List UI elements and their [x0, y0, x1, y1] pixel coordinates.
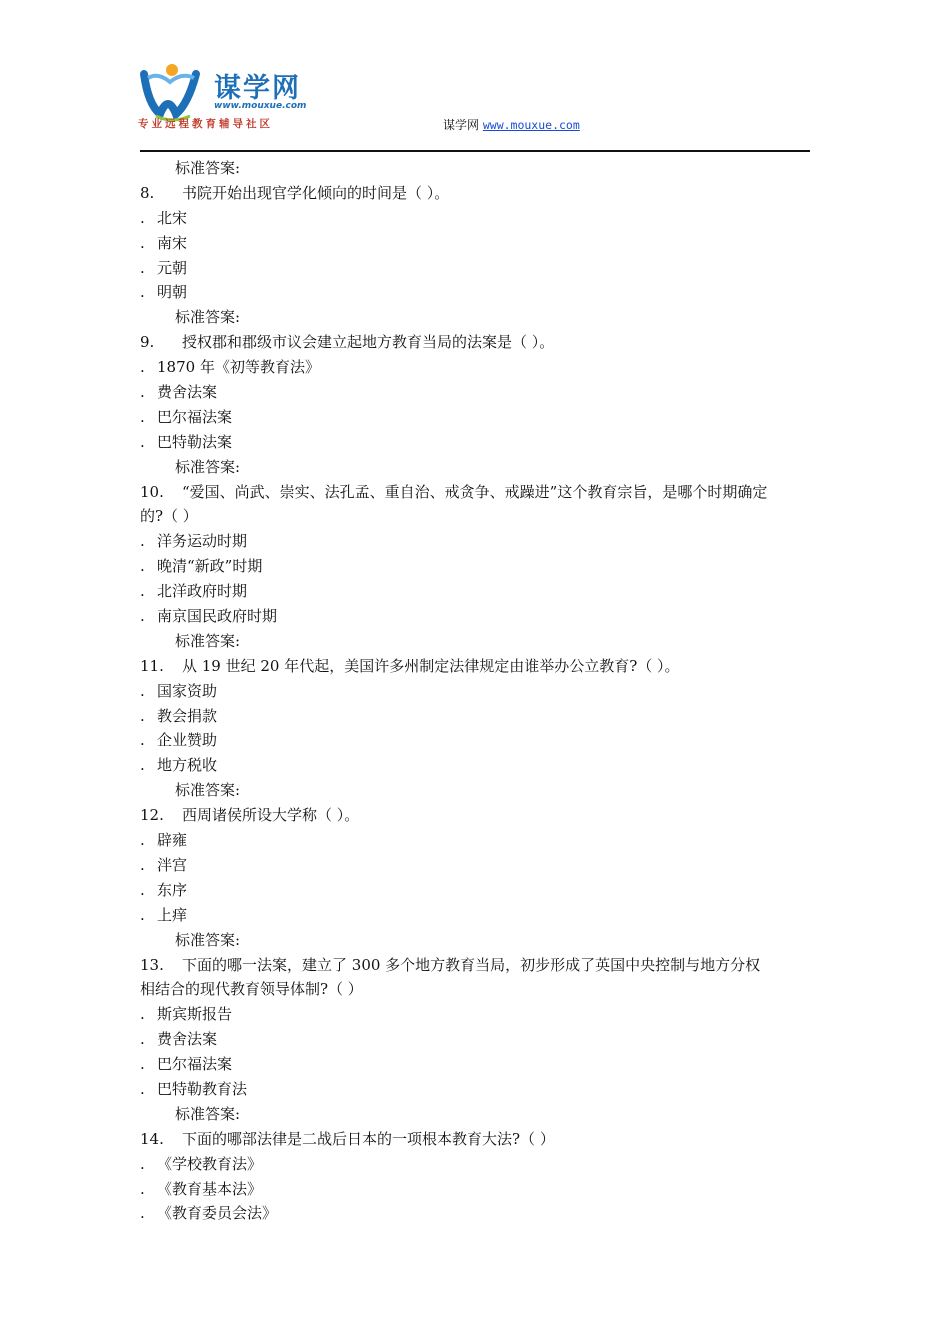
option-label: 南京国民政府时期: [157, 607, 278, 626]
question-list: [140, 156, 812, 1226]
answer-label: 标准答案:: [175, 308, 241, 327]
option: . 南京国民政府时期: [140, 607, 278, 626]
question-stem: 下面的哪部法律是二战后日本的一项根本教育大法?（ ）: [182, 1129, 555, 1148]
option-label: 巴尔福法案: [157, 407, 233, 426]
question-text: [140, 330, 812, 355]
option: . 东序: [140, 880, 188, 899]
option: . 巴特勒教育法: [140, 1079, 248, 1098]
question-text-continued: 相结合的现代教育领导体制?（ ）: [140, 980, 363, 999]
question-stem: 下面的哪一法案，建立了 300 多个地方教育当局，初步形成了英国中央控制与地方分权: [182, 955, 761, 974]
answer-label: 标准答案:: [175, 1104, 241, 1123]
option: . 巴特勒法案: [140, 432, 233, 451]
option: . 明朝: [140, 283, 188, 302]
option: . 费舍法案: [140, 1030, 218, 1049]
option: . 教会捐款: [140, 706, 218, 725]
option-label: 费舍法案: [157, 383, 218, 402]
question-text: [140, 654, 812, 679]
logo-slogan: 专业远程教育辅导社区: [138, 118, 273, 130]
option-label: 巴特勒教育法: [157, 1079, 248, 1098]
question-text: [140, 803, 812, 828]
question-text: [140, 1127, 812, 1152]
site-link[interactable]: www.mouxue.com: [482, 118, 580, 132]
option-label: 《教育基本法》: [157, 1179, 263, 1198]
question-number: 14.: [140, 1129, 164, 1148]
option-label: 北宋: [157, 208, 188, 227]
option-label: 《教育委员会法》: [157, 1204, 278, 1223]
question-stem: 西周诸侯所设大学称（ ）。: [182, 806, 360, 825]
logo-url: www.mouxue.com: [214, 101, 307, 111]
question-number: 12.: [140, 806, 164, 825]
option-label: 元朝: [157, 258, 188, 277]
question-number: 13.: [140, 955, 164, 974]
option-label: 费舍法案: [157, 1030, 218, 1049]
option-label: 地方税收: [157, 756, 218, 775]
question-text: [140, 953, 812, 978]
site-label: 谋学网: [443, 118, 480, 132]
option: . 企业赞助: [140, 731, 218, 750]
option-label: 巴尔福法案: [157, 1055, 233, 1074]
option: . 晚清“新政”时期: [140, 557, 263, 576]
option: . 北宋: [140, 208, 188, 227]
question-stem: 授权郡和郡级市议会建立起地方教育当局的法案是（ ）。: [182, 333, 555, 352]
question-number: 11.: [140, 656, 164, 675]
option: . 《教育基本法》: [140, 1179, 263, 1198]
option: . 斯宾斯报告: [140, 1005, 233, 1024]
option-label: 晚清“新政”时期: [157, 557, 263, 576]
header-site: [443, 116, 580, 133]
option-label: 洋务运动时期: [157, 532, 248, 551]
option: . 《教育委员会法》: [140, 1204, 278, 1223]
option-label: 东序: [157, 880, 188, 899]
question-number: 10.: [140, 482, 164, 501]
option: . 巴尔福法案: [140, 1055, 233, 1074]
option-label: 辟雍: [157, 831, 188, 850]
answer-label: 标准答案:: [175, 781, 241, 800]
option-label: 教会捐款: [157, 706, 218, 725]
option: . 《学校教育法》: [140, 1154, 263, 1173]
answer-label: 标准答案:: [175, 457, 241, 476]
option: . 洋务运动时期: [140, 532, 248, 551]
option: . 费舍法案: [140, 383, 218, 402]
question-text: [140, 181, 812, 206]
option: . 上痒: [140, 905, 188, 924]
answer-label: 标准答案:: [175, 930, 241, 949]
option-label: 泮宫: [157, 855, 188, 874]
question-text: [140, 480, 812, 505]
option: . 元朝: [140, 258, 188, 277]
question-number: 8.: [140, 183, 155, 202]
logo-name: 谋学网: [214, 73, 301, 104]
option-label: 斯宾斯报告: [157, 1005, 233, 1024]
option-label: 明朝: [157, 283, 188, 302]
option: . 南宋: [140, 233, 188, 252]
question-stem: “爱国、尚武、崇实、法孔孟、重自治、戒贪争、戒躁进”这个教育宗旨，是哪个时期确定: [182, 482, 768, 501]
answer-label: 标准答案:: [175, 631, 241, 650]
option-label: 巴特勒法案: [157, 432, 233, 451]
question-number: 9.: [140, 333, 155, 352]
question-stem: 书院开始出现官学化倾向的时间是（ ）。: [182, 183, 450, 202]
option-label: 企业赞助: [157, 731, 218, 750]
option-label: 南宋: [157, 233, 188, 252]
option-label: 国家资助: [157, 681, 218, 700]
option: . 1870 年《初等教育法》: [140, 358, 320, 377]
option-label: 《学校教育法》: [157, 1154, 263, 1173]
option-label: 北洋政府时期: [157, 582, 248, 601]
answer-label: 标准答案:: [175, 159, 241, 177]
option-label: 上痒: [157, 905, 188, 924]
option: . 泮宫: [140, 855, 188, 874]
option: . 国家资助: [140, 681, 218, 700]
question-stem: 从 19 世纪 20 年代起，美国许多州制定法律规定由谁举办公立教育?（ ）。: [182, 656, 680, 675]
header-divider: [140, 150, 810, 152]
question-text-continued: 的?（ ）: [140, 507, 198, 526]
option: . 辟雍: [140, 831, 188, 850]
option: . 巴尔福法案: [140, 407, 233, 426]
option: . 地方税收: [140, 756, 218, 775]
option-label: 1870 年《初等教育法》: [157, 358, 320, 377]
option: . 北洋政府时期: [140, 582, 248, 601]
